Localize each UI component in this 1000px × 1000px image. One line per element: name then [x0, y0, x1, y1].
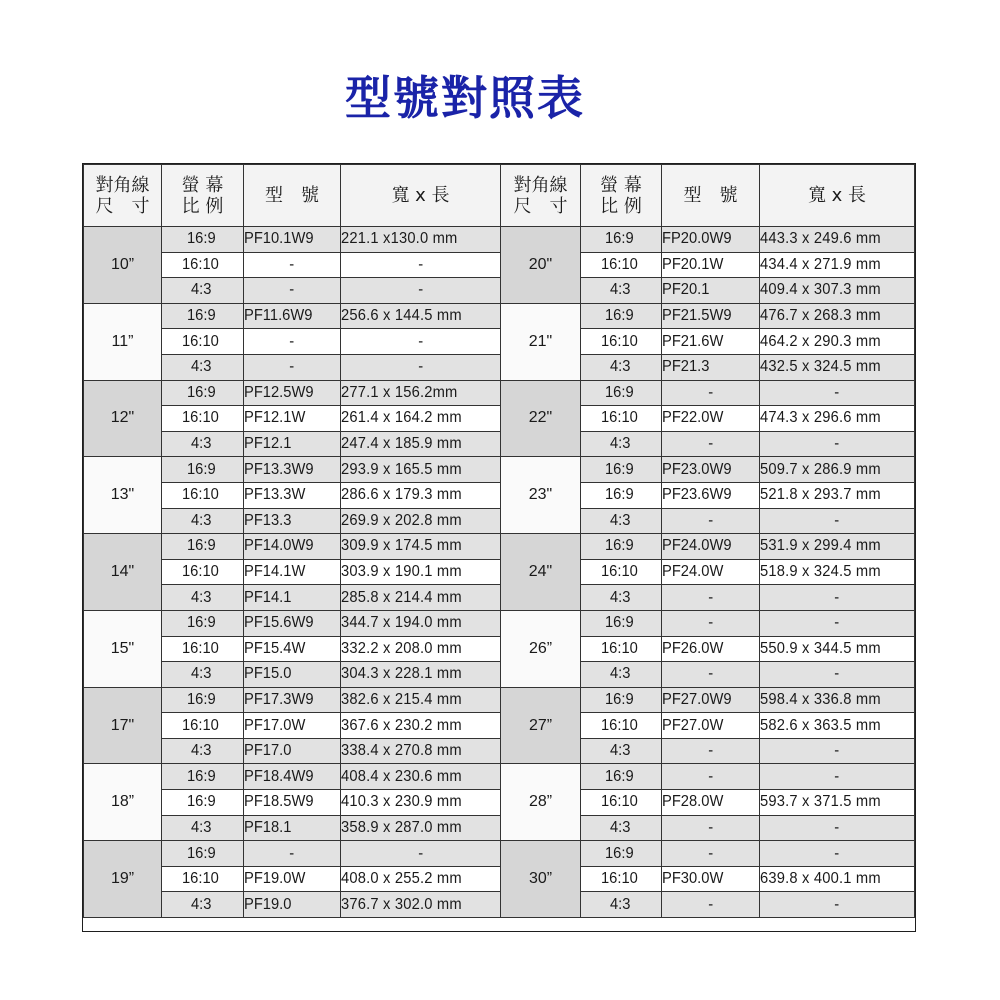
diagonal-size-cell: 21" [501, 303, 581, 380]
dimensions-cell: - [760, 662, 915, 688]
table-row [84, 303, 501, 329]
aspect-ratio-cell: 16:10 [581, 559, 662, 585]
diagonal-size-cell: 15" [84, 610, 162, 687]
dimensions-cell: - [760, 738, 915, 764]
dimensions-cell: - [341, 278, 501, 304]
diagonal-size-cell: 28” [501, 764, 581, 841]
header-model: 型 號 [244, 165, 341, 227]
diagonal-size-cell: 23" [501, 457, 581, 534]
aspect-ratio-cell: 16:9 [581, 764, 662, 790]
dimensions-cell: 382.6 x 215.4 mm [341, 687, 501, 713]
model-comparison-table [82, 163, 916, 932]
aspect-ratio-cell: 4:3 [162, 278, 244, 304]
table-row [84, 380, 501, 406]
model-cell: PF24.0W [662, 559, 760, 585]
aspect-ratio-cell: 16:10 [162, 636, 244, 662]
aspect-ratio-cell: 4:3 [581, 585, 662, 611]
dimensions-cell: 521.8 x 293.7 mm [760, 482, 915, 508]
aspect-ratio-cell: 16:9 [581, 610, 662, 636]
model-cell: PF21.5W9 [662, 303, 760, 329]
header-dimensions: 寬 x 長 [341, 165, 501, 227]
dimensions-cell: 285.8 x 214.4 mm [341, 585, 501, 611]
aspect-ratio-cell: 16:10 [581, 790, 662, 816]
aspect-ratio-cell: 16:9 [581, 380, 662, 406]
diagonal-size-cell: 26” [501, 610, 581, 687]
table-row [84, 841, 501, 867]
dimensions-cell: 474.3 x 296.6 mm [760, 406, 915, 432]
dimensions-cell: - [760, 380, 915, 406]
dimensions-cell: 221.1 x130.0 mm [341, 227, 501, 253]
model-cell: PF12.1 [244, 431, 341, 457]
dimensions-cell: 376.7 x 302.0 mm [341, 892, 501, 918]
model-cell: PF14.0W9 [244, 534, 341, 560]
aspect-ratio-cell: 16:10 [581, 329, 662, 355]
aspect-ratio-cell: 4:3 [162, 354, 244, 380]
aspect-ratio-cell: 16:9 [162, 227, 244, 253]
diagonal-size-cell: 24" [501, 534, 581, 611]
aspect-ratio-cell: 16:10 [581, 406, 662, 432]
dimensions-cell: 367.6 x 230.2 mm [341, 713, 501, 739]
model-cell: PF19.0 [244, 892, 341, 918]
table-row [501, 303, 915, 329]
dimensions-cell: 409.4 x 307.3 mm [760, 278, 915, 304]
model-cell: PF18.5W9 [244, 790, 341, 816]
dimensions-cell: 304.3 x 228.1 mm [341, 662, 501, 688]
aspect-ratio-cell: 4:3 [162, 892, 244, 918]
model-cell: PF18.4W9 [244, 764, 341, 790]
aspect-ratio-cell: 16:10 [162, 866, 244, 892]
model-cell: PF17.0 [244, 738, 341, 764]
model-cell: PF28.0W [662, 790, 760, 816]
aspect-ratio-cell: 16:9 [581, 841, 662, 867]
table-row [84, 687, 501, 713]
left-half-table [83, 164, 501, 918]
diagonal-size-cell: 14" [84, 534, 162, 611]
table-row [84, 227, 501, 253]
model-cell: PF30.0W [662, 866, 760, 892]
dimensions-cell: 408.0 x 255.2 mm [341, 866, 501, 892]
dimensions-cell: 247.4 x 185.9 mm [341, 431, 501, 457]
model-cell: - [662, 662, 760, 688]
model-cell: PF17.0W [244, 713, 341, 739]
dimensions-cell: 256.6 x 144.5 mm [341, 303, 501, 329]
dimensions-cell: 358.9 x 287.0 mm [341, 815, 501, 841]
aspect-ratio-cell: 16:9 [162, 610, 244, 636]
dimensions-cell: - [760, 585, 915, 611]
aspect-ratio-cell: 4:3 [581, 738, 662, 764]
diagonal-size-cell: 27” [501, 687, 581, 764]
diagonal-size-cell: 12" [84, 380, 162, 457]
model-cell: PF20.1 [662, 278, 760, 304]
model-cell: - [662, 892, 760, 918]
aspect-ratio-cell: 16:9 [581, 303, 662, 329]
dimensions-cell: 593.7 x 371.5 mm [760, 790, 915, 816]
aspect-ratio-cell: 16:10 [581, 252, 662, 278]
aspect-ratio-cell: 4:3 [581, 815, 662, 841]
model-cell: FP20.0W9 [662, 227, 760, 253]
aspect-ratio-cell: 16:9 [162, 303, 244, 329]
dimensions-cell: 344.7 x 194.0 mm [341, 610, 501, 636]
aspect-ratio-cell: 16:9 [581, 482, 662, 508]
aspect-ratio-cell: 16:9 [162, 687, 244, 713]
table-row [84, 457, 501, 483]
model-cell: - [662, 585, 760, 611]
aspect-ratio-cell: 16:9 [581, 687, 662, 713]
diagonal-size-cell: 17" [84, 687, 162, 764]
model-cell: PF24.0W9 [662, 534, 760, 560]
header-diagonal-size: 對角線 尺 寸 [84, 165, 162, 227]
diagonal-size-cell: 11” [84, 303, 162, 380]
dimensions-cell: - [760, 815, 915, 841]
dimensions-cell: 303.9 x 190.1 mm [341, 559, 501, 585]
header-aspect-ratio: 螢 幕 比 例 [162, 165, 244, 227]
dimensions-cell: - [760, 841, 915, 867]
dimensions-cell: 277.1 x 156.2mm [341, 380, 501, 406]
aspect-ratio-cell: 16:10 [162, 406, 244, 432]
model-cell: - [662, 508, 760, 534]
model-cell: PF27.0W9 [662, 687, 760, 713]
model-cell: PF12.5W9 [244, 380, 341, 406]
model-cell: PF21.3 [662, 354, 760, 380]
dimensions-cell: 598.4 x 336.8 mm [760, 687, 915, 713]
diagonal-size-cell: 19” [84, 841, 162, 918]
model-cell: - [662, 380, 760, 406]
header-aspect-ratio: 螢 幕 比 例 [581, 165, 662, 227]
model-cell: PF26.0W [662, 636, 760, 662]
aspect-ratio-cell: 16:9 [162, 457, 244, 483]
model-cell: PF19.0W [244, 866, 341, 892]
table-row [84, 764, 501, 790]
right-half-table [500, 164, 915, 918]
dimensions-cell: 518.9 x 324.5 mm [760, 559, 915, 585]
diagonal-size-cell: 10” [84, 227, 162, 304]
model-cell: PF18.1 [244, 815, 341, 841]
model-cell: PF17.3W9 [244, 687, 341, 713]
dimensions-cell: 338.4 x 270.8 mm [341, 738, 501, 764]
dimensions-cell: 432.5 x 324.5 mm [760, 354, 915, 380]
model-cell: PF22.0W [662, 406, 760, 432]
aspect-ratio-cell: 16:10 [162, 252, 244, 278]
dimensions-cell: - [341, 354, 501, 380]
dimensions-cell: - [760, 764, 915, 790]
table-row [501, 841, 915, 867]
dimensions-cell: - [760, 610, 915, 636]
table-row [501, 457, 915, 483]
page-title: 型號對照表 [345, 71, 585, 125]
aspect-ratio-cell: 16:9 [162, 764, 244, 790]
model-cell: - [662, 815, 760, 841]
aspect-ratio-cell: 16:9 [581, 227, 662, 253]
model-cell: - [662, 610, 760, 636]
dimensions-cell: 476.7 x 268.3 mm [760, 303, 915, 329]
aspect-ratio-cell: 4:3 [581, 892, 662, 918]
dimensions-cell: - [760, 892, 915, 918]
model-cell: - [662, 431, 760, 457]
dimensions-cell: 531.9 x 299.4 mm [760, 534, 915, 560]
dimensions-cell: 550.9 x 344.5 mm [760, 636, 915, 662]
dimensions-cell: 509.7 x 286.9 mm [760, 457, 915, 483]
model-cell: PF23.6W9 [662, 482, 760, 508]
aspect-ratio-cell: 16:10 [581, 866, 662, 892]
model-cell: PF15.0 [244, 662, 341, 688]
aspect-ratio-cell: 16:10 [162, 713, 244, 739]
diagonal-size-cell: 30” [501, 841, 581, 918]
aspect-ratio-cell: 16:9 [162, 380, 244, 406]
aspect-ratio-cell: 16:9 [162, 534, 244, 560]
dimensions-cell: - [341, 252, 501, 278]
aspect-ratio-cell: 4:3 [162, 815, 244, 841]
model-cell: PF27.0W [662, 713, 760, 739]
aspect-ratio-cell: 4:3 [581, 431, 662, 457]
model-cell: PF15.4W [244, 636, 341, 662]
dimensions-cell: - [341, 329, 501, 355]
dimensions-cell: 410.3 x 230.9 mm [341, 790, 501, 816]
model-cell: PF11.6W9 [244, 303, 341, 329]
dimensions-cell: 261.4 x 164.2 mm [341, 406, 501, 432]
dimensions-cell: 639.8 x 400.1 mm [760, 866, 915, 892]
model-cell: - [244, 329, 341, 355]
model-cell: - [662, 841, 760, 867]
dimensions-cell: 443.3 x 249.6 mm [760, 227, 915, 253]
aspect-ratio-cell: 4:3 [162, 431, 244, 457]
dimensions-cell: 582.6 x 363.5 mm [760, 713, 915, 739]
dimensions-cell: 332.2 x 208.0 mm [341, 636, 501, 662]
table-row [501, 227, 915, 253]
model-cell: PF20.1W [662, 252, 760, 278]
aspect-ratio-cell: 4:3 [581, 354, 662, 380]
dimensions-cell: 269.9 x 202.8 mm [341, 508, 501, 534]
header-row [84, 165, 501, 227]
model-cell: - [662, 738, 760, 764]
dimensions-cell: 408.4 x 230.6 mm [341, 764, 501, 790]
diagonal-size-cell: 22" [501, 380, 581, 457]
model-cell: PF15.6W9 [244, 610, 341, 636]
model-cell: PF10.1W9 [244, 227, 341, 253]
aspect-ratio-cell: 4:3 [162, 508, 244, 534]
aspect-ratio-cell: 16:10 [581, 713, 662, 739]
aspect-ratio-cell: 16:10 [162, 482, 244, 508]
dimensions-cell: 464.2 x 290.3 mm [760, 329, 915, 355]
table-row [501, 610, 915, 636]
aspect-ratio-cell: 4:3 [581, 278, 662, 304]
model-cell: - [244, 841, 341, 867]
dimensions-cell: 434.4 x 271.9 mm [760, 252, 915, 278]
header-diagonal-size: 對角線 尺 寸 [501, 165, 581, 227]
table-row [84, 610, 501, 636]
aspect-ratio-cell: 16:9 [162, 790, 244, 816]
model-cell: PF14.1 [244, 585, 341, 611]
model-cell: PF13.3W9 [244, 457, 341, 483]
model-cell: PF21.6W [662, 329, 760, 355]
dimensions-cell: 309.9 x 174.5 mm [341, 534, 501, 560]
dimensions-cell: - [760, 508, 915, 534]
aspect-ratio-cell: 4:3 [162, 662, 244, 688]
model-cell: PF12.1W [244, 406, 341, 432]
aspect-ratio-cell: 16:10 [162, 329, 244, 355]
table-row [501, 534, 915, 560]
header-model: 型 號 [662, 165, 760, 227]
table-row [501, 764, 915, 790]
aspect-ratio-cell: 4:3 [581, 662, 662, 688]
aspect-ratio-cell: 16:9 [162, 841, 244, 867]
aspect-ratio-cell: 4:3 [581, 508, 662, 534]
aspect-ratio-cell: 16:10 [162, 559, 244, 585]
header-dimensions: 寬 x 長 [760, 165, 915, 227]
table-row [501, 687, 915, 713]
dimensions-cell: 293.9 x 165.5 mm [341, 457, 501, 483]
aspect-ratio-cell: 16:9 [581, 457, 662, 483]
table-row [501, 380, 915, 406]
aspect-ratio-cell: 16:9 [581, 534, 662, 560]
model-cell: - [244, 252, 341, 278]
aspect-ratio-cell: 16:10 [581, 636, 662, 662]
aspect-ratio-cell: 4:3 [162, 738, 244, 764]
diagonal-size-cell: 20" [501, 227, 581, 304]
model-cell: PF23.0W9 [662, 457, 760, 483]
diagonal-size-cell: 13" [84, 457, 162, 534]
model-cell: PF13.3W [244, 482, 341, 508]
model-cell: - [662, 764, 760, 790]
aspect-ratio-cell: 4:3 [162, 585, 244, 611]
header-row [501, 165, 915, 227]
diagonal-size-cell: 18” [84, 764, 162, 841]
dimensions-cell: 286.6 x 179.3 mm [341, 482, 501, 508]
model-cell: PF14.1W [244, 559, 341, 585]
model-cell: - [244, 354, 341, 380]
model-cell: - [244, 278, 341, 304]
model-cell: PF13.3 [244, 508, 341, 534]
dimensions-cell: - [341, 841, 501, 867]
table-row [84, 534, 501, 560]
dimensions-cell: - [760, 431, 915, 457]
